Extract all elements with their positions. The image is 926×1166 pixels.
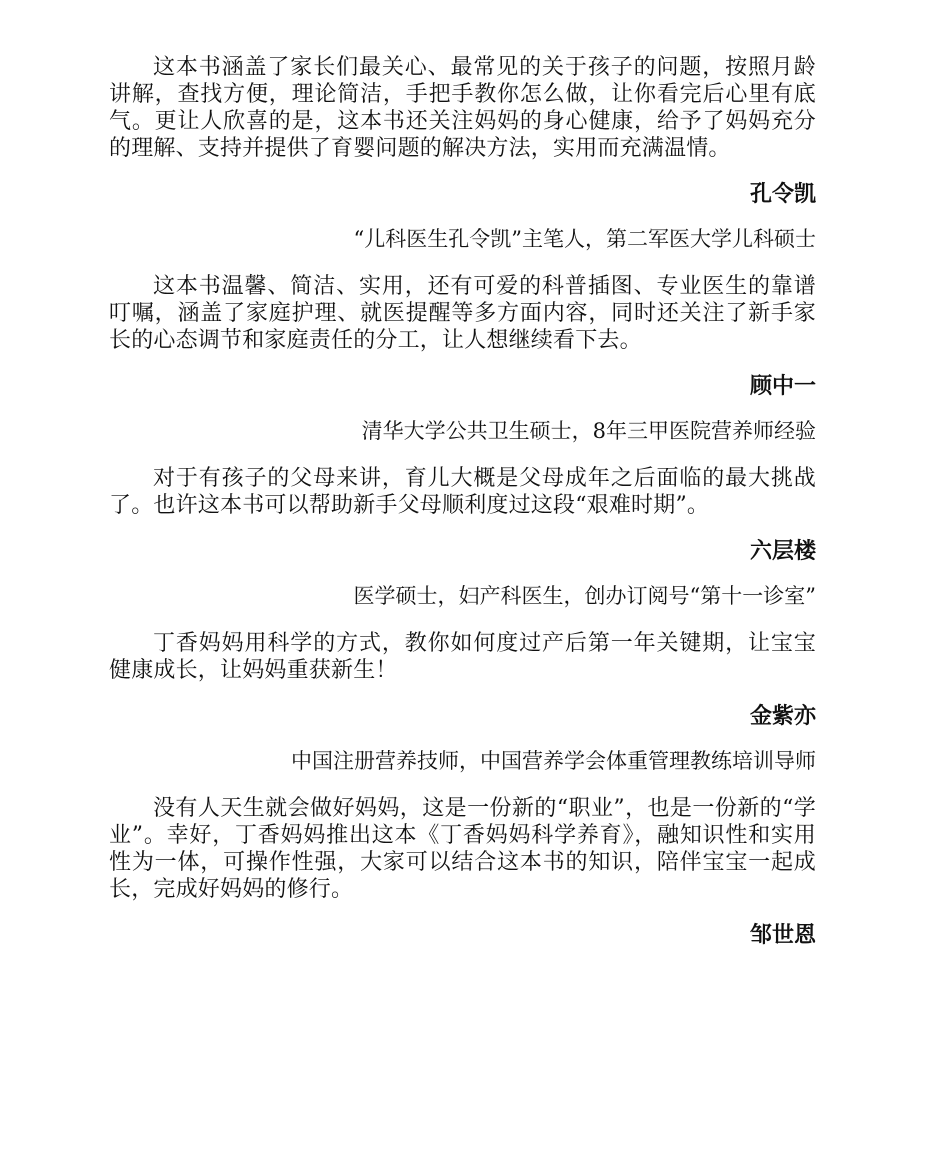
endorsement-text: 对于有孩子的父母来讲，育儿大概是父母成年之后面临的最大挑战了。也许这本书可以帮助新手父母顺利度过这段“艰难时期”。 [109,466,816,518]
endorsement-text: 丁香妈妈用科学的方式，教你如何度过产后第一年关键期，让宝宝健康成长，让妈妈重获新生！ [109,631,816,683]
endorsement-text: 这本书温馨、简洁、实用，还有可爱的科普插图、专业医生的靠谱叮嘱，涵盖了家庭护理、就医提醒等多方面内容，同时还关注了新手家长的心态调节和家庭责任的分工，让人想继续看下去。 [109,274,816,353]
endorsement-text: 这本书涵盖了家长们最关心、最常见的关于孩子的问题，按照月龄讲解，查找方便，理论简洁，手把手教你怎么做，让你看完后心里有底气。更让人欣喜的是，这本书还关注妈妈的身心健康，给予了妈妈充分的理解、支持并提供了育婴问题的解决方法，实用而充满温情。 [109,55,816,161]
endorser-title: “儿科医生孔令凯”主笔人，第二军医大学儿科硕士 [353,227,816,251]
endorser-title: 医学硕士，妇产科医生，创办订阅号“第十一诊室” [353,584,816,608]
endorser-name: 孔令凯 [749,181,816,207]
endorser-name: 邹世恩 [749,922,816,948]
endorser-name: 六层楼 [749,538,816,564]
endorser-title: 中国注册营养技师，中国营养学会体重管理教练培训导师 [291,749,816,773]
endorser-title: 清华大学公共卫生硕士，8年三甲医院营养师经验 [361,419,816,443]
endorser-name: 顾中一 [749,373,816,399]
endorser-name: 金紫亦 [749,703,816,729]
endorsement-text: 没有人天生就会做好妈妈，这是一份新的“职业”，也是一份新的“学业”。幸好，丁香妈妈推出这本《丁香妈妈科学养育》，融知识性和实用性为一体，可操作性强，大家可以结合这本书的知识，陪伴宝宝一起成长，完成好妈妈的修行。 [109,796,816,902]
endorsement-page [109,54,816,949]
